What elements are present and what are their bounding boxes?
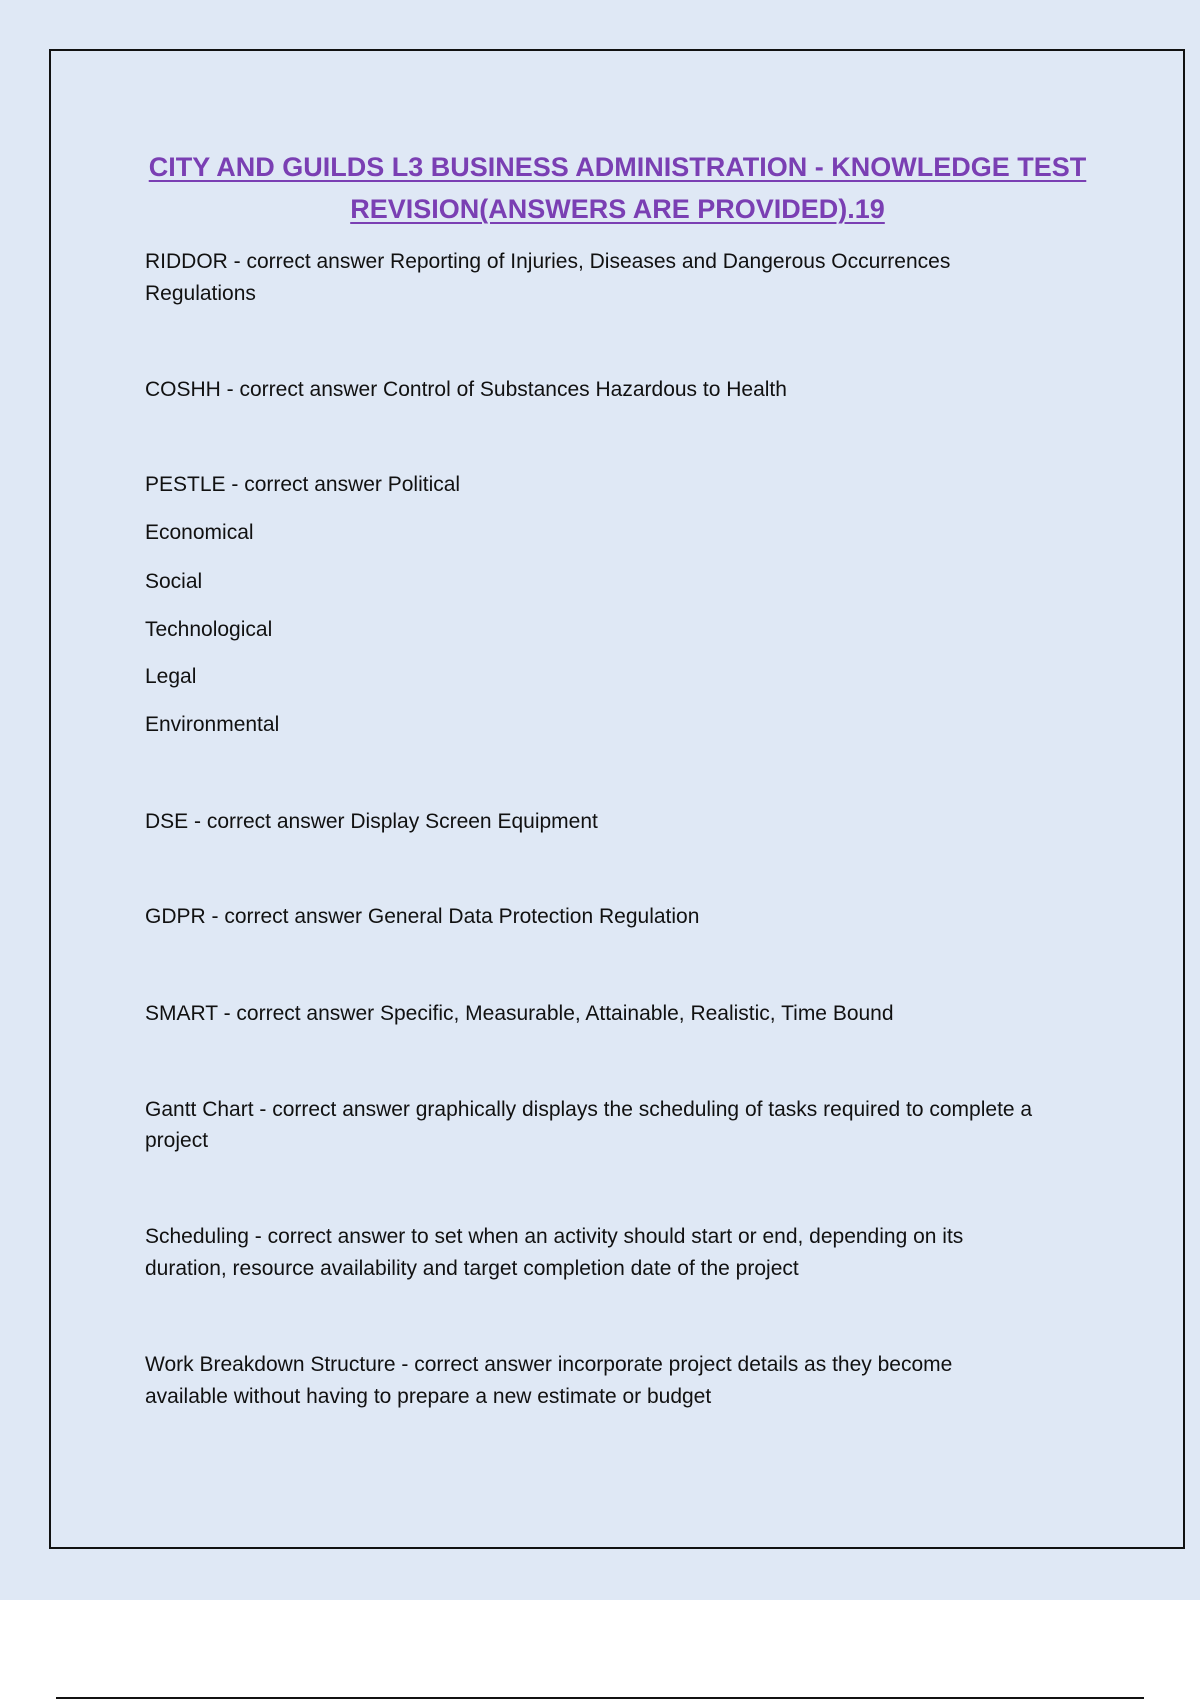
pestle-item-environmental: Environmental <box>145 713 280 736</box>
title-line-1: CITY AND GUILDS L3 BUSINESS ADMINISTRATION - KNOWLEDGE TEST <box>148 152 1087 182</box>
document-title <box>130 146 1105 230</box>
title-line-2: REVISION(ANSWERS ARE PROVIDED).19 <box>350 194 885 224</box>
scheduling-entry: Scheduling - correct answer to set when an activity should start or end, depending on its <box>145 1225 964 1248</box>
work-breakdown-structure-entry: Work Breakdown Structure - correct answer incorporate project details as they become <box>145 1353 953 1376</box>
dse-entry: DSE - correct answer Display Screen Equipment <box>145 810 598 833</box>
work-breakdown-structure-entry-continued: available without having to prepare a new estimate or budget <box>145 1385 712 1408</box>
gantt-chart-entry-continued: project <box>145 1129 209 1152</box>
gdpr-entry: GDPR - correct answer General Data Protection Regulation <box>145 905 700 928</box>
riddor-entry-continued: Regulations <box>145 282 256 305</box>
gantt-chart-entry: Gantt Chart - correct answer graphically displays the scheduling of tasks required to complete a <box>145 1098 1033 1121</box>
pestle-item-legal: Legal <box>145 665 197 688</box>
coshh-entry: COSHH - correct answer Control of Substances Hazardous to Health <box>145 378 787 401</box>
scheduling-entry-continued: duration, resource availability and target completion date of the project <box>145 1257 799 1280</box>
pestle-entry: PESTLE - correct answer Political <box>145 473 461 496</box>
riddor-entry: RIDDOR - correct answer Reporting of Injuries, Diseases and Dangerous Occurrences <box>145 250 951 273</box>
pestle-item-economical: Economical <box>145 521 254 544</box>
smart-entry: SMART - correct answer Specific, Measurable, Attainable, Realistic, Time Bound <box>145 1002 894 1025</box>
pestle-item-technological: Technological <box>145 618 273 641</box>
pestle-item-social: Social <box>145 570 203 593</box>
footer-divider <box>56 1697 1144 1699</box>
